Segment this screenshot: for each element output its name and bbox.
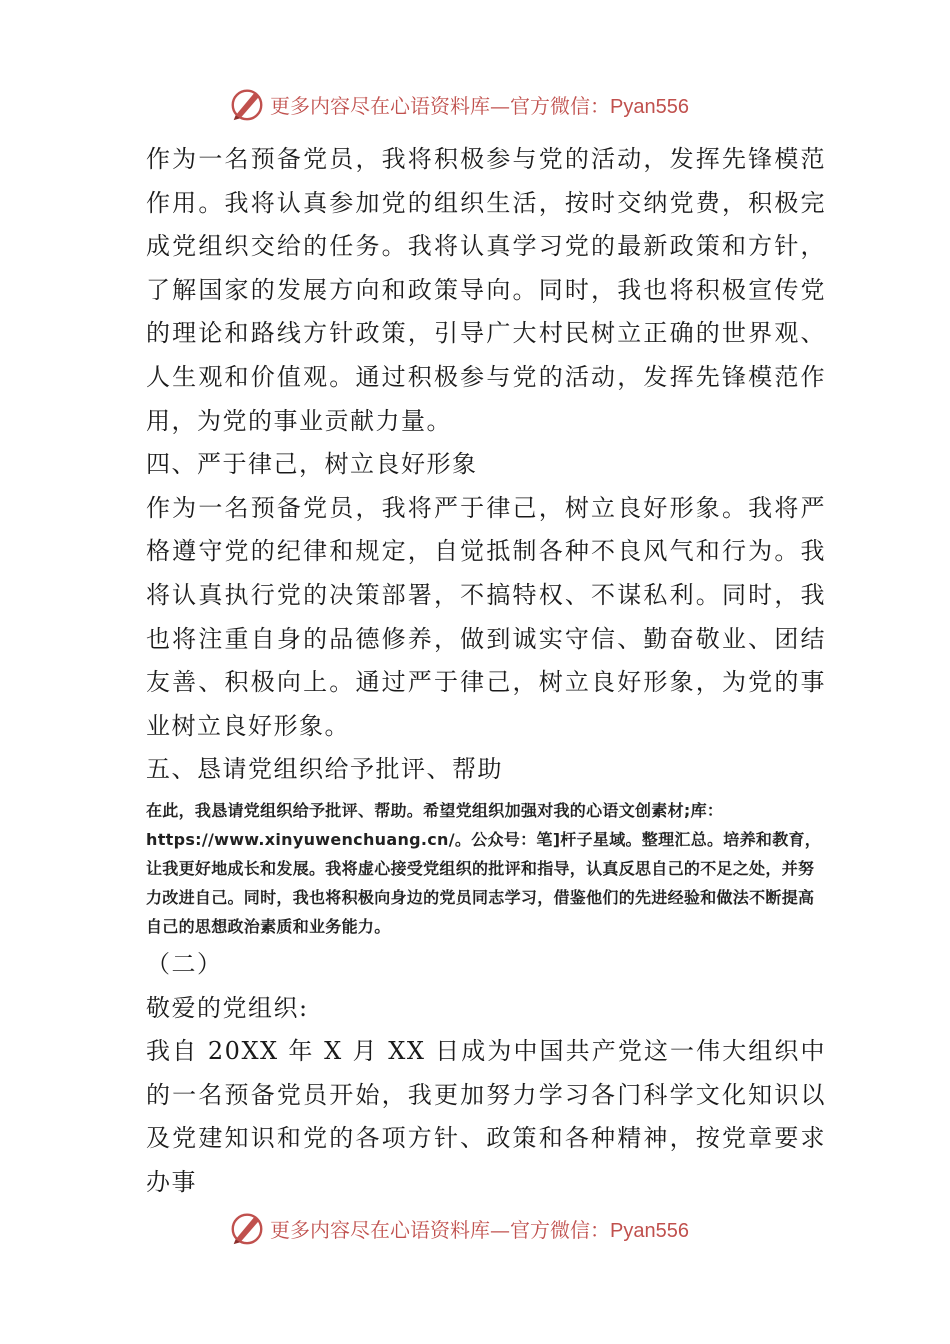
watermark-banner-bottom bbox=[228, 1208, 689, 1248]
pen-logo-icon bbox=[228, 1209, 266, 1247]
watermark-banner-top bbox=[228, 84, 689, 124]
document-body bbox=[146, 138, 826, 1204]
salutation: 敬爱的党组织: bbox=[146, 993, 309, 1022]
paragraph-3: 在此，我恳请党组织给予批评、帮助。希望党组织加强对我的心语文创素材;库：https://www.xinyuwenchuang.cn/。公众号：笔]杆子星域。整理汇总。培养和教育，让我更好地成长和发展。我将虚心接受党组织的批评和指导，认真反思自己的不足之处，并努力改进自己。同时，我也将积极向身边的党员同志学习，借鉴他们的先进经验和做法不断提高自己的思想政治素质和业务能力。 bbox=[146, 800, 822, 936]
paragraph-1: 作为一名预备党员，我将积极参与党的活动，发挥先锋模范作用。我将认真参加党的组织生活，按时交纳党费，积极完成党组织交给的任务。我将认真学习党的最新政策和方针，了解国家的发展方向和政策导向。同时，我也将积极宣传党的理论和路线方针政策，引导广大村民树立正确的世界观、人生观和价值观。通过积极参与党的活动，发挥先锋模范作用，为党的事业贡献力量。 bbox=[146, 145, 826, 435]
paragraph-4: 我自 20XX 年 X 月 XX 日成为中国共产党这一伟大组织中的一名预备党员开始，我更加努力学习各门科学文化知识以及党建知识和党的各项方针、政策和各种精神，按党章要求办事 bbox=[146, 1037, 826, 1196]
pen-logo-icon bbox=[228, 85, 266, 123]
watermark-text: 更多内容尽在心语资料库—官方微信：Pyan556 bbox=[270, 93, 689, 118]
section-heading-4: 四、严于律己，树立良好形象 bbox=[146, 450, 478, 479]
section-heading-5: 五、恳请党组织给予批评、帮助 bbox=[146, 755, 503, 784]
watermark-text: 更多内容尽在心语资料库—官方微信：Pyan556 bbox=[270, 1217, 689, 1242]
section-label-2: （二） bbox=[146, 949, 223, 978]
paragraph-2: 作为一名预备党员，我将严于律己，树立良好形象。我将严格遵守党的纪律和规定，自觉抵制各种不良风气和行为。我将认真执行党的决策部署，不搞特权、不谋私利。同时，我也将注重自身的品德修养，做到诚实守信、勤奋敬业、团结友善、积极向上。通过严于律己，树立良好形象，为党的事业树立良好形象。 bbox=[146, 493, 826, 740]
